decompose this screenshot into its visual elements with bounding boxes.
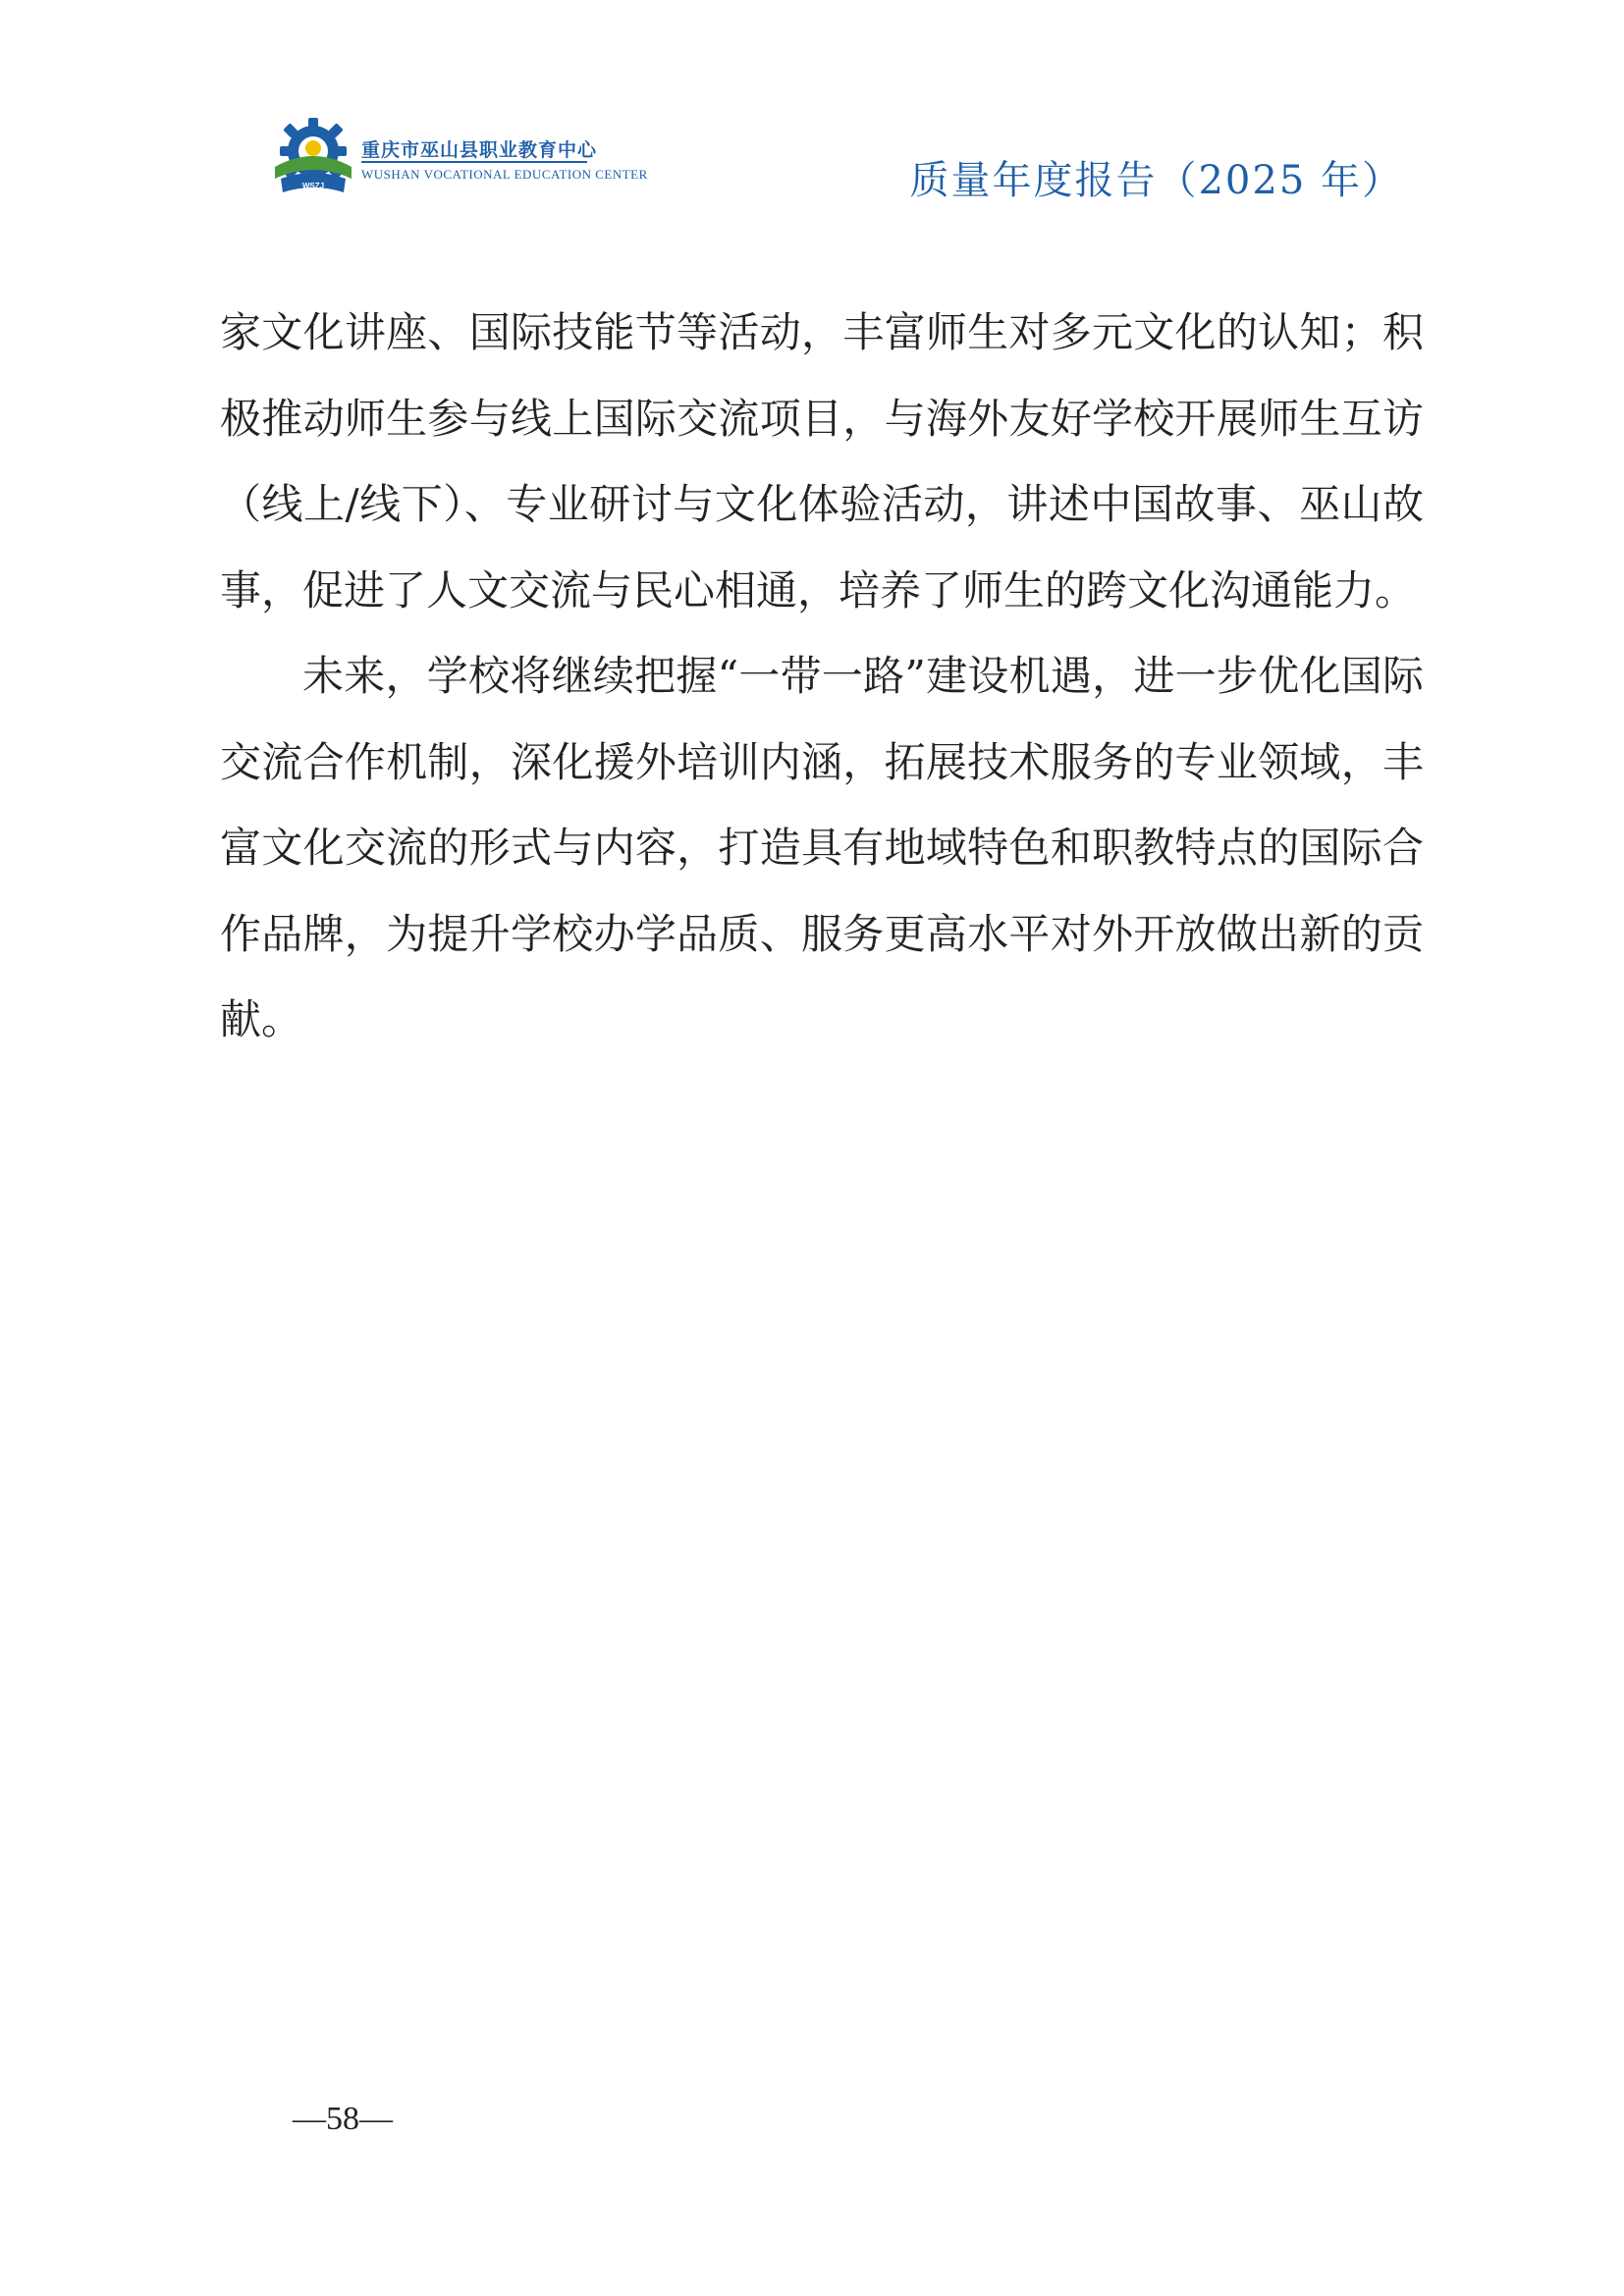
logo-divider (361, 161, 587, 163)
school-logo (271, 116, 648, 200)
logo-badge-text: WSZJ (301, 182, 325, 190)
school-name-cn: 重庆市巫山县职业教育中心 (361, 139, 598, 161)
paragraph-future-plan: 未来，学校将继续把握“一带一路”建设机遇，进一步优化国际交流合作机制，深化援外培训内涵，拓展技术服务的专业领域，丰富文化交流的形式与内容，打造具有地域特色和职教特点的国际合作品牌，为提升学校办学品质、服务更高水平对外开放做出新的贡献。 (220, 652, 1424, 1043)
paragraph-continued: 家文化讲座、国际技能节等活动，丰富师生对多元文化的认知；积极推动师生参与线上国际交流项目，与海外友好学校开展师生互访（线上/线下）、专业研讨与文化体验活动，讲述中国故事、巫山故事，促进了人文交流与民心相通，培养了师生的跨文化沟通能力。 (220, 308, 1424, 614)
page-header (0, 0, 1624, 226)
school-name-en: WUSHAN VOCATIONAL EDUCATION CENTER (361, 167, 648, 182)
gear-logo-icon (271, 116, 355, 200)
report-title: 质量年度报告（2025 年） (909, 158, 1403, 203)
page-number: —58— (293, 2101, 393, 2137)
body-text (220, 290, 1424, 1063)
